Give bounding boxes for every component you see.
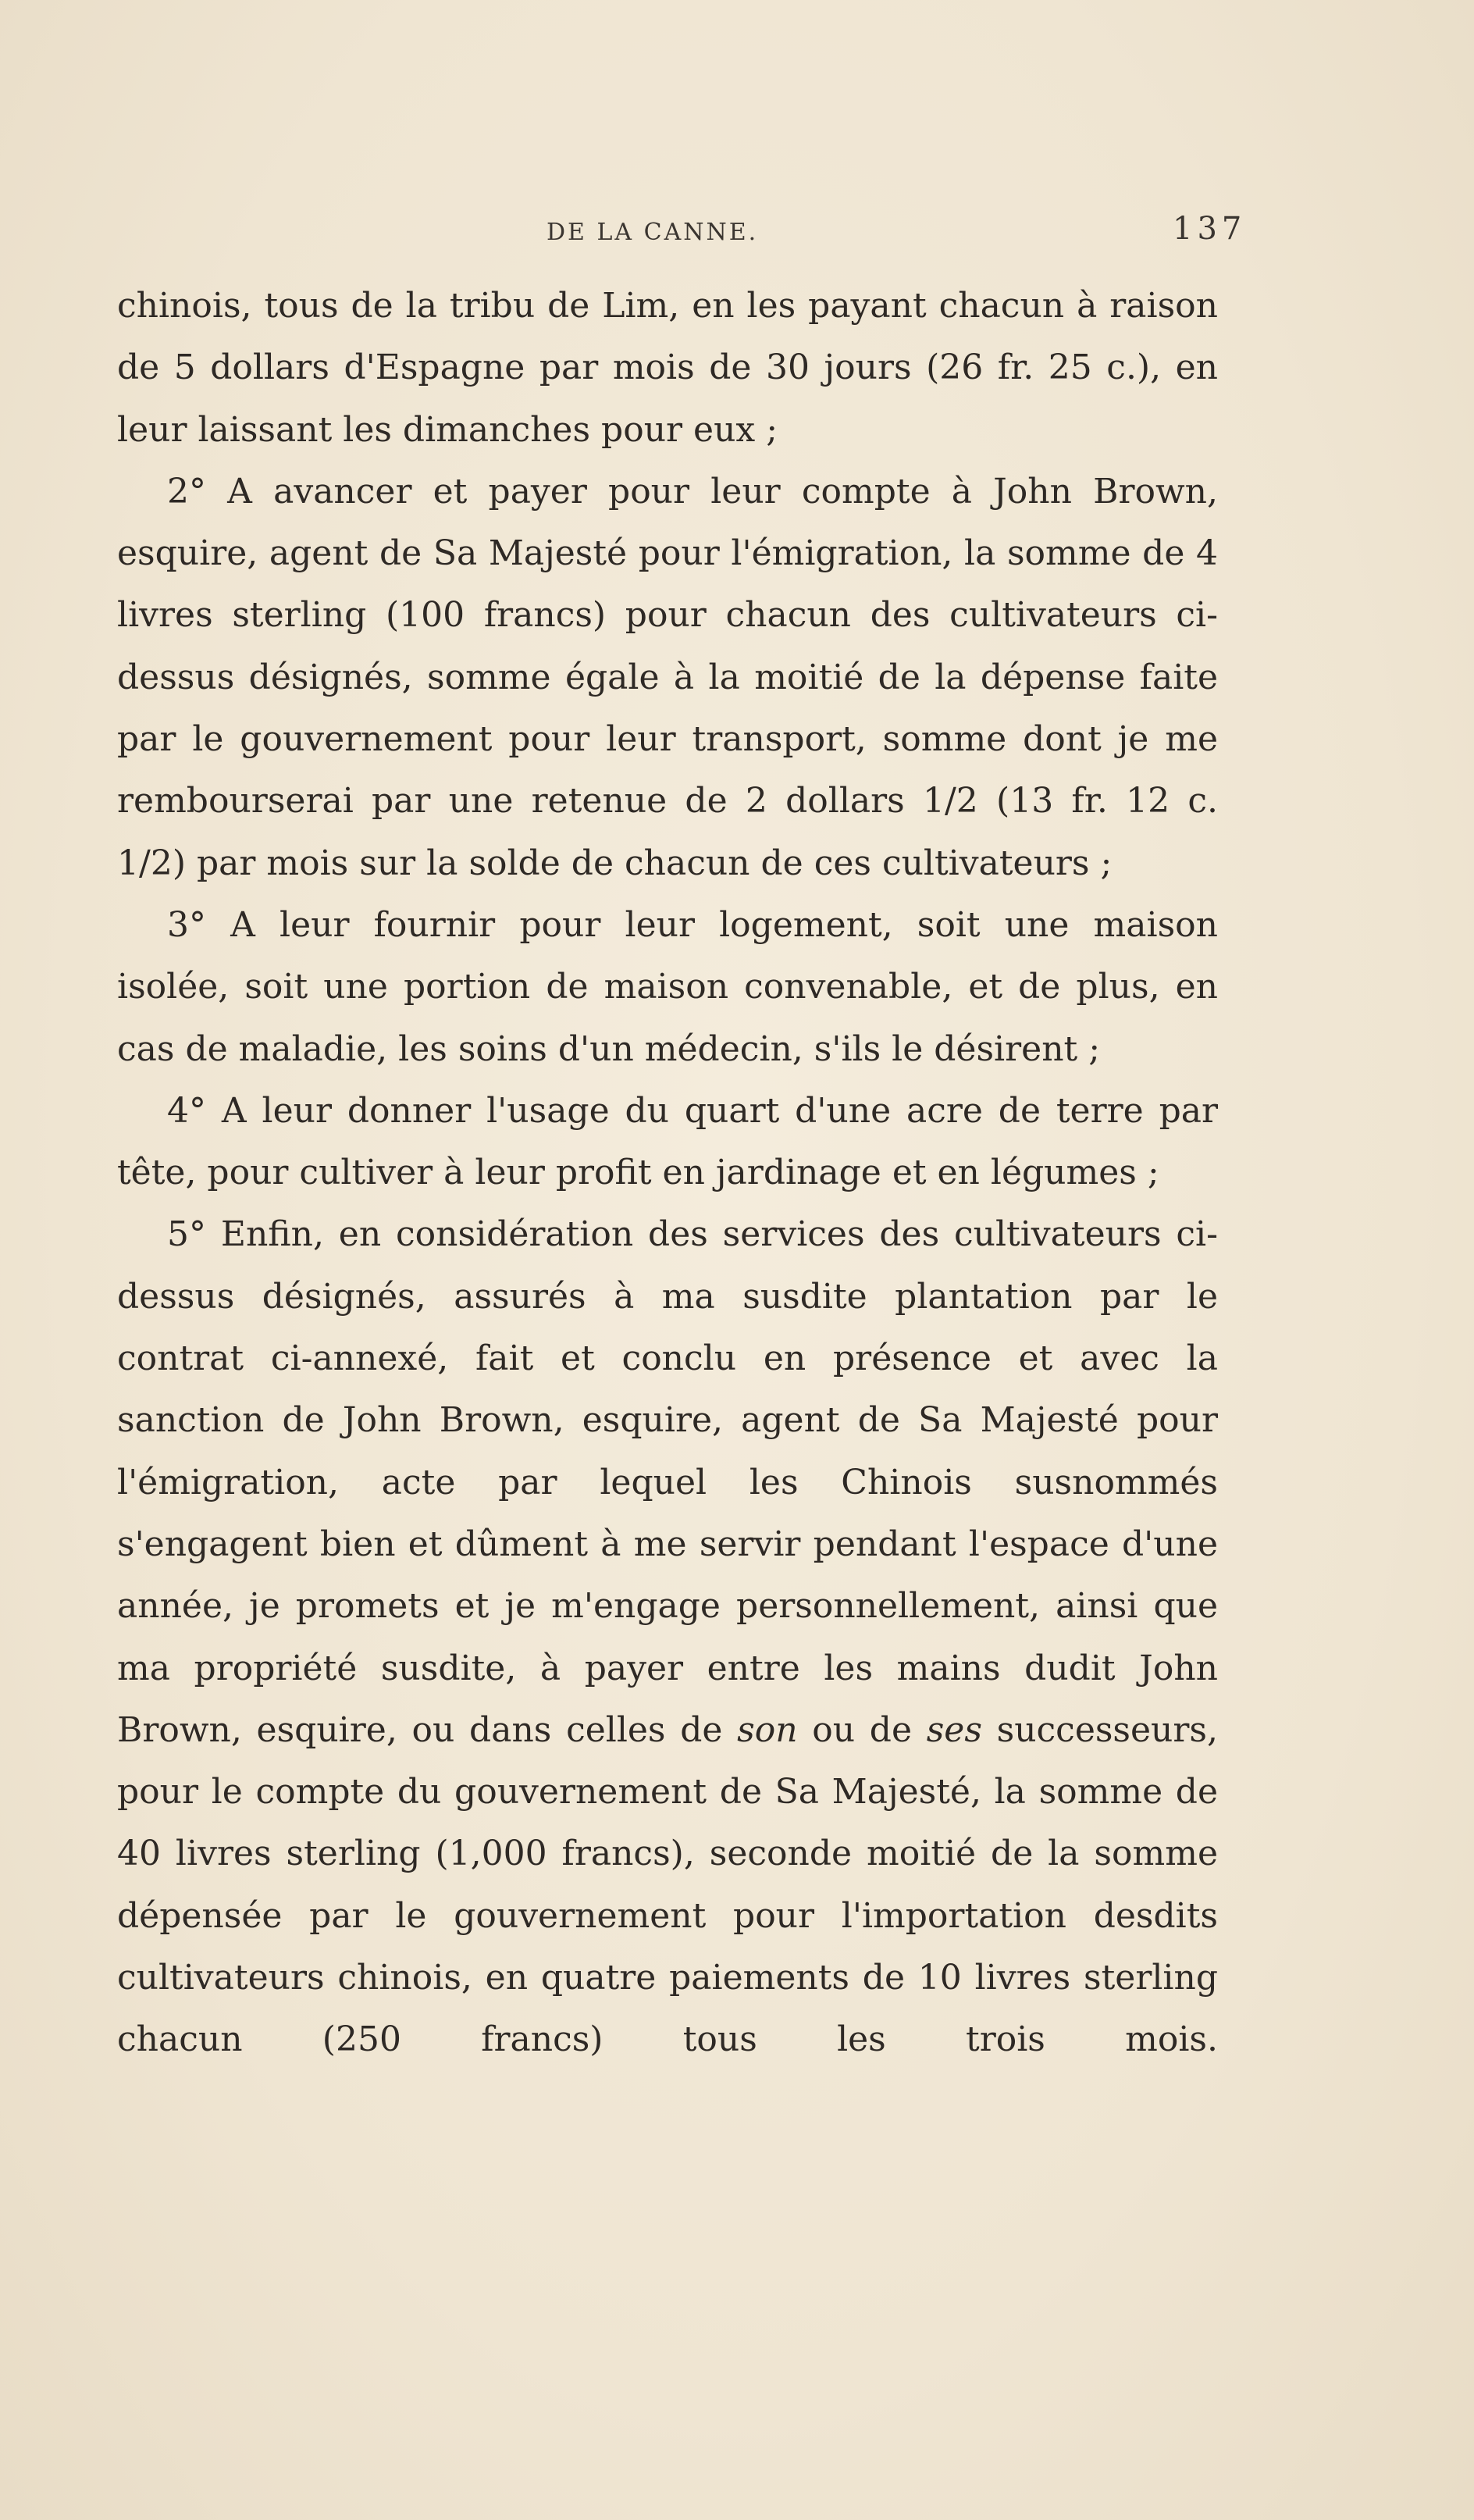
- page-number: 137: [1173, 211, 1247, 247]
- paragraph-item-5-text-start: 5° Enfin, en considération des services des cultivateurs ci-dessus désignés, assurés à ma susdite plantation par le contrat ci-annexé, fait et conclu en présence et avec la sanction de John Brown, esquire, agent de Sa Majesté pour l'émigration, acte par lequel les Chinois susnommés s'engagent bien et dûment à me servir pendant l'espace d'une année, je promets et je m'engage personnellement, ainsi que ma propriété susdite, à payer entre les mains dudit John Brown, esquire, ou dans celles de: [117, 1214, 1218, 1750]
- paragraph-item-5: [117, 1203, 1218, 2070]
- page-header: [0, 205, 1474, 251]
- paragraph-item-5-text-end: successeurs, pour le compte du gouvernement de Sa Majesté, la somme de 40 livres sterling (1,000 francs), seconde moitié de la somme dépensée par le gouvernement pour l'importation desdits cultivateurs chinois, en quatre paiements de 10 livres sterling chacun (250 francs) tous les trois mois.: [117, 1709, 1218, 2060]
- paragraph-item-3: 3° A leur fournir pour leur logement, soit une maison isolée, soit une portion de maison convenable, et de plus, en cas de maladie, les soins d'un médecin, s'ils le désirent ;: [117, 904, 1218, 1069]
- paragraph-continuation: chinois, tous de la tribu de Lim, en les payant chacun à raison de 5 dollars d'Espagne par mois de 30 jours (26 fr. 25 c.), en leur laissant les dimanches pour eux ;: [117, 286, 1218, 450]
- paragraph-item-5-text-middle: ou de: [797, 1709, 927, 1750]
- paragraph-item-4: 4° A leur donner l'usage du quart d'une acre de terre par tête, pour cultiver à leur profit en jardinage et en légumes ;: [117, 1090, 1218, 1193]
- italic-son: son: [737, 1709, 798, 1750]
- running-head: DE LA CANNE.: [547, 219, 759, 246]
- paragraph-item-2: 2° A avancer et payer pour leur compte à John Brown, esquire, agent de Sa Majesté pour l'émigration, la somme de 4 livres sterling (100 francs) pour chacun des cultivateurs ci-dessus désignés, somme égale à la moitié de la dépense faite par le gouvernement pour leur transport, somme dont je me rembourserai par une retenue de 2 dollars 1/2 (13 fr. 12 c. 1/2) par mois sur la solde de chacun de ces cultivateurs ;: [117, 471, 1218, 883]
- italic-ses: ses: [926, 1709, 982, 1750]
- body-text: [117, 275, 1218, 2071]
